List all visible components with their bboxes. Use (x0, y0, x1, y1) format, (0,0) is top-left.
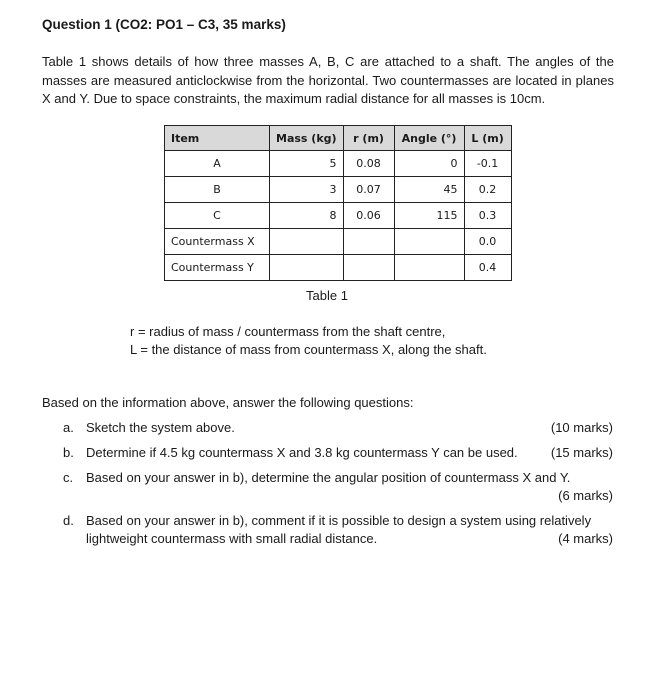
table-caption: Table 1 (306, 288, 348, 303)
cell-radius (343, 229, 394, 255)
question-label: c. (63, 470, 74, 485)
table-row (165, 229, 512, 255)
cell-item: Countermass X (165, 229, 270, 255)
cell-mass (270, 229, 344, 255)
cell-length: 0.3 (464, 203, 511, 229)
table-header-row (165, 126, 512, 151)
cell-radius: 0.08 (343, 151, 394, 177)
cell-angle (394, 255, 464, 281)
cell-angle: 0 (394, 151, 464, 177)
table-1 (164, 125, 512, 281)
cell-angle: 115 (394, 203, 464, 229)
intro-paragraph: Table 1 shows details of how three masses A, B, C are attached to a shaft. The angles of the masses are measured anticlockwise from the horizontal. Two countermasses are located in planes X and Y. Due to space constraints, the maximum radial distance for all masses is 10cm. (42, 54, 614, 106)
cell-angle: 45 (394, 177, 464, 203)
question-label: a. (63, 420, 74, 435)
cell-mass: 3 (270, 177, 344, 203)
header-radius: r (m) (343, 126, 394, 151)
question-text: Sketch the system above. (86, 420, 235, 435)
question-marks: (6 marks) (558, 488, 613, 503)
note-radius: r = radius of mass / countermass from the shaft centre, (130, 324, 446, 339)
question-label: b. (63, 445, 74, 460)
cell-mass: 8 (270, 203, 344, 229)
question-text-line1: Based on your answer in b), comment if it is possible to design a system using relatively (86, 513, 592, 528)
table-row (165, 203, 512, 229)
cell-radius: 0.06 (343, 203, 394, 229)
table-row (165, 177, 512, 203)
question-text-line2: lightweight countermass with small radial distance. (86, 531, 378, 546)
table-notes (130, 323, 487, 358)
header-mass: Mass (kg) (270, 126, 344, 151)
questions-prompt: Based on the information above, answer the following questions: (42, 395, 414, 410)
cell-angle (394, 229, 464, 255)
cell-item: C (165, 203, 270, 229)
cell-length: -0.1 (464, 151, 511, 177)
question-marks: (10 marks) (550, 420, 613, 435)
cell-radius (343, 255, 394, 281)
cell-item: A (165, 151, 270, 177)
header-angle: Angle (°) (394, 126, 464, 151)
cell-item: Countermass Y (165, 255, 270, 281)
question-marks: (15 marks) (550, 445, 613, 460)
cell-mass: 5 (270, 151, 344, 177)
question-heading: Question 1 (CO2: PO1 – C3, 35 marks) (42, 17, 286, 32)
cell-length: 0.4 (464, 255, 511, 281)
question-label: d. (63, 513, 74, 528)
table-row (165, 151, 512, 177)
header-item: Item (165, 126, 270, 151)
cell-length: 0.0 (464, 229, 511, 255)
question-c (63, 469, 613, 509)
cell-item: B (165, 177, 270, 203)
question-d (63, 512, 613, 552)
header-length: L (m) (464, 126, 511, 151)
question-text: Based on your answer in b), determine the angular position of countermass X and Y. (86, 470, 571, 485)
table-row (165, 255, 512, 281)
cell-length: 0.2 (464, 177, 511, 203)
question-text: Determine if 4.5 kg countermass X and 3.8 kg countermass Y can be used. (86, 445, 518, 460)
question-marks: (4 marks) (558, 531, 613, 546)
note-distance: L = the distance of mass from countermass X, along the shaft. (130, 341, 487, 357)
cell-mass (270, 255, 344, 281)
cell-radius: 0.07 (343, 177, 394, 203)
